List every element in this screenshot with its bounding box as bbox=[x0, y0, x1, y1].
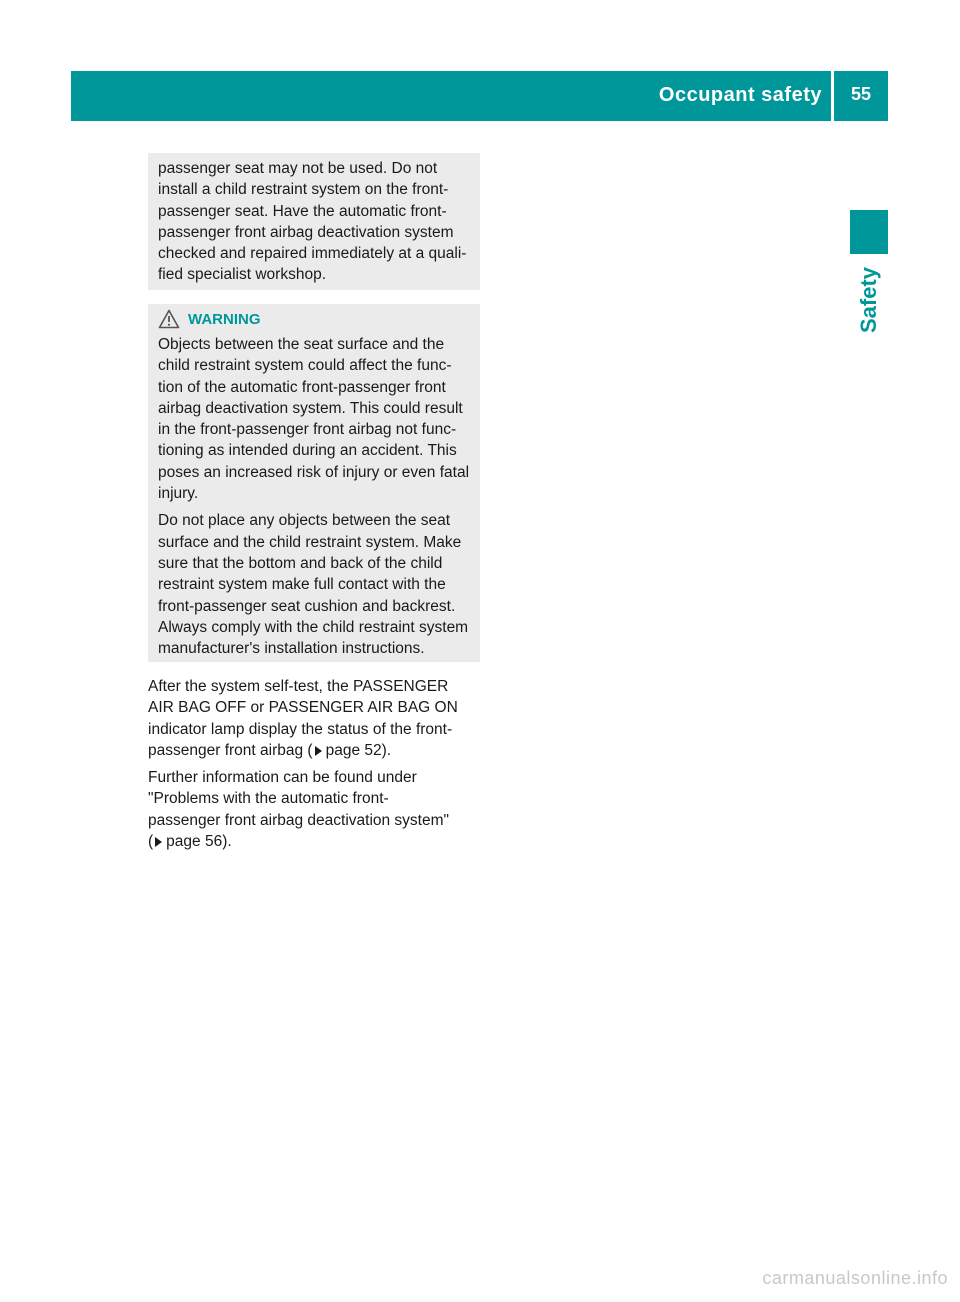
text-line: tion of the automatic front-passenger front bbox=[158, 378, 446, 396]
text-line: surface and the child restraint system. Make bbox=[158, 533, 462, 551]
text-line: passenger front airbag deactivation system bbox=[158, 223, 454, 241]
page-number: 55 bbox=[850, 84, 872, 104]
text-line: tioning as intended during an accident. This bbox=[158, 442, 457, 460]
page-reference-arrow-icon bbox=[315, 746, 322, 756]
text-line: Further information can be found under bbox=[148, 769, 417, 787]
warning-paragraph bbox=[158, 510, 480, 659]
text-line: ). bbox=[222, 833, 232, 851]
text-line: restraint system make full contact with the bbox=[158, 576, 446, 594]
text-line: After the system self-test, the PASSENGER bbox=[148, 678, 449, 695]
body-paragraph bbox=[148, 767, 484, 852]
text-line: fied specialist workshop. bbox=[158, 266, 326, 284]
watermark: carmanualsonline.info bbox=[762, 1268, 948, 1288]
page-reference-link[interactable]: page 52 bbox=[325, 741, 382, 759]
page-reference-arrow-icon bbox=[155, 837, 162, 847]
text-line: poses an increased risk of injury or even fatal bbox=[158, 463, 470, 481]
text-line: manufacturer's installation instructions. bbox=[158, 640, 425, 658]
text-line: ). bbox=[381, 741, 392, 759]
text-line: passenger seat. Have the automatic front- bbox=[158, 202, 447, 220]
text-line: "Problems with the automatic front- bbox=[148, 790, 389, 808]
text-line: passenger front airbag deactivation system" bbox=[148, 811, 450, 829]
text-line: checked and repaired immediately at a quali- bbox=[158, 245, 467, 263]
text-line: install a child restraint system on the front- bbox=[158, 181, 449, 199]
side-tab-marker bbox=[850, 210, 888, 254]
text-line: passenger front airbag ( bbox=[148, 741, 313, 759]
text-line: Objects between the seat surface and the bbox=[158, 336, 445, 353]
page-reference-link[interactable]: page 56 bbox=[166, 833, 223, 851]
text-line: injury. bbox=[158, 485, 199, 503]
text-line: front-passenger seat cushion and backrest. bbox=[158, 597, 456, 615]
info-paragraph bbox=[158, 158, 480, 286]
body-text bbox=[148, 676, 484, 852]
text-line: child restraint system could affect the func- bbox=[158, 357, 452, 375]
text-line: passenger seat may not be used. Do not bbox=[158, 160, 438, 177]
warning-header bbox=[158, 308, 261, 330]
text-line: AIR BAG OFF or PASSENGER AIR BAG ON bbox=[148, 699, 458, 717]
warning-text bbox=[158, 334, 480, 659]
text-line: indicator lamp display the status of the front- bbox=[148, 720, 453, 738]
warning-box bbox=[148, 304, 480, 662]
text-line: Do not place any objects between the seat bbox=[158, 512, 451, 530]
warning-label: WARNING bbox=[188, 310, 261, 328]
info-box bbox=[148, 153, 480, 290]
text-line: sure that the bottom and back of the child bbox=[158, 554, 443, 572]
warning-paragraph bbox=[158, 334, 480, 504]
text-line: Always comply with the child restraint system bbox=[158, 618, 469, 636]
text-line: ( bbox=[148, 833, 154, 851]
section-title: Occupant safety bbox=[658, 84, 822, 106]
side-tab-label: Safety bbox=[856, 266, 881, 334]
warning-triangle-icon bbox=[158, 309, 180, 329]
text-line: airbag deactivation system. This could result bbox=[158, 399, 463, 417]
text-line: in the front-passenger front airbag not func- bbox=[158, 421, 457, 439]
info-box-text bbox=[158, 158, 480, 286]
body-paragraph bbox=[148, 676, 484, 761]
